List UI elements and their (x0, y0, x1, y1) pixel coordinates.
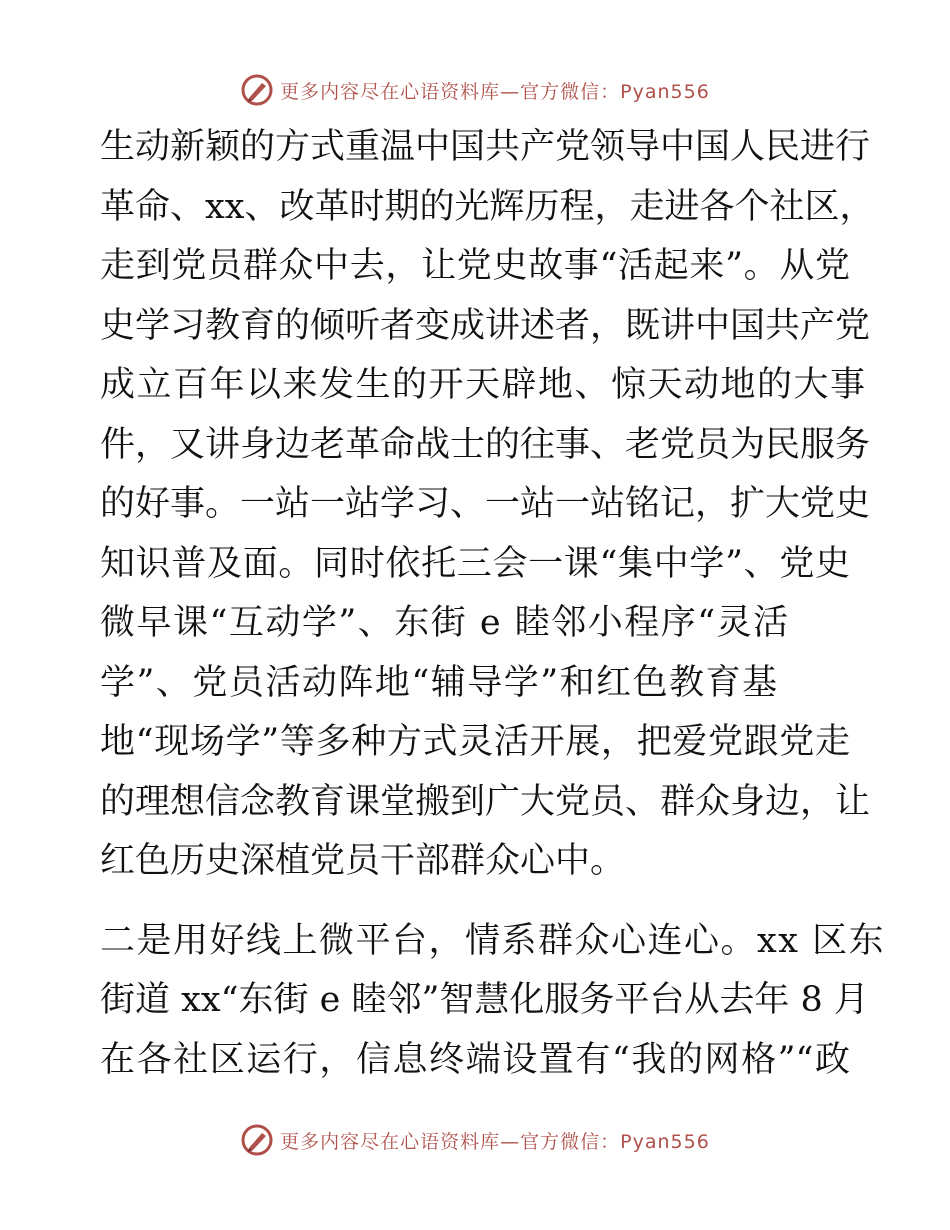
text-line: 街道 xx“东街 e 睦邻”智慧化服务平台从去年 8 月 (100, 980, 869, 1020)
text-line: 地“现场学”等多种方式灵活开展，把爱党跟党走 (100, 722, 850, 762)
footer-wechat-id: Pyan556 (620, 1130, 710, 1153)
header-banner-text: 更多内容尽在心语资料库—官方微信：Pyan556 (280, 80, 710, 103)
header-watermark-banner (0, 70, 950, 110)
pen-circle-logo-icon (240, 73, 274, 107)
paragraph-2 (100, 912, 886, 1091)
text-line: 成立百年以来发生的开天辟地、惊天动地的大事 (100, 365, 867, 405)
text-line: 二是用好线上微平台，情系群众心连心。xx 区东 (100, 920, 886, 961)
text-line: 革命、xx、改革时期的光辉历程，走进各个社区， (100, 186, 875, 227)
text-line: 学”、党员活动阵地“辅导学”和红色教育基 (100, 662, 779, 703)
text-line: 生动新颖的方式重温中国共产党领导中国人民进行 (100, 127, 871, 167)
text-line: 微早课“互动学”、东街 e 睦邻小程序“灵活 (100, 603, 790, 643)
text-line: 的理想信念教育课堂搬到广大党员、群众身边，让 (100, 781, 871, 822)
footer-watermark-banner (0, 1120, 950, 1160)
body-text (100, 118, 886, 1090)
pen-circle-logo-icon (240, 1123, 274, 1157)
paragraph-1 (100, 118, 875, 892)
text-line: 件，又讲身边老革命战士的往事、老党员为民服务 (100, 424, 871, 465)
text-line: 红色历史深植党员干部群众心中。 (100, 841, 626, 881)
header-wechat-id: Pyan556 (620, 80, 710, 103)
text-line: 在各社区运行，信息终端设置有“我的网格”“政 (100, 1039, 850, 1080)
text-line: 知识普及面。同时依托三会一课“集中学”、党史 (100, 543, 850, 584)
text-line: 史学习教育的倾听者变成讲述者，既讲中国共产党 (100, 305, 871, 346)
text-line: 的好事。一站一站学习、一站一站铭记，扩大党史 (100, 484, 871, 524)
text-line: 走到党员群众中去，让党史故事“活起来”。从党 (100, 246, 850, 286)
footer-banner-text: 更多内容尽在心语资料库—官方微信：Pyan556 (280, 1130, 710, 1153)
paragraph-spacer (100, 892, 850, 912)
